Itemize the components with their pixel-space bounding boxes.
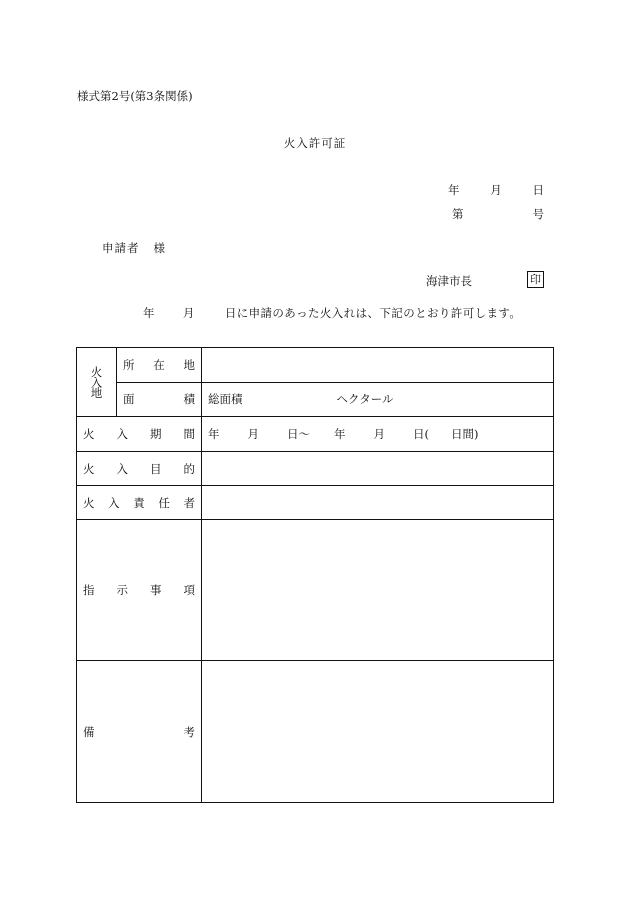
period-label — [77, 417, 201, 451]
label-char: 火 — [83, 427, 95, 441]
label-char: 目 — [150, 461, 162, 476]
label-char: 入 — [116, 427, 128, 441]
label-char: 事 — [150, 583, 162, 597]
label-char: 期 — [150, 427, 162, 441]
end-day: 日( — [413, 427, 429, 441]
end-year: 年 — [334, 427, 346, 441]
intro-year: 年 — [143, 306, 155, 320]
permit-number — [452, 206, 544, 222]
label-char: 指 — [83, 583, 95, 597]
label-char: 者 — [183, 495, 195, 510]
remarks-label — [77, 661, 201, 803]
label-char: 入 — [116, 461, 128, 476]
label-char: 的 — [183, 461, 195, 476]
start-day: 日〜 — [287, 427, 310, 441]
label-char: 積 — [183, 392, 195, 406]
fire-site-label: 火入地 — [89, 366, 104, 398]
number-prefix: 第 — [452, 207, 464, 221]
label-char: 所 — [123, 358, 135, 372]
label-char: 備 — [83, 725, 95, 739]
issuer-name: 海津市長 — [426, 274, 472, 288]
hectare-unit: ヘクタール — [336, 392, 394, 406]
label-char: 入 — [108, 495, 120, 510]
label-char: 項 — [183, 583, 195, 597]
location-field[interactable] — [202, 348, 554, 382]
remarks-field[interactable] — [202, 661, 554, 803]
number-suffix: 号 — [532, 207, 544, 221]
label-char: 面 — [123, 392, 135, 406]
intro-text: 日に申請のあった火入れは、下記のとおり許可します。 — [224, 306, 522, 320]
label-char: 火 — [83, 495, 95, 510]
start-year: 年 — [208, 427, 220, 441]
applicant-line — [102, 240, 166, 256]
label-char: 示 — [116, 583, 128, 597]
label-char: 在 — [153, 358, 165, 372]
form-number: 様式第2号(第3条関係) — [77, 89, 193, 103]
issue-date — [448, 182, 544, 198]
permit-table — [76, 347, 554, 803]
location-label — [117, 348, 201, 382]
area-label — [117, 382, 201, 416]
date-year-label: 年 — [448, 183, 460, 197]
label-char: 地 — [183, 358, 195, 372]
manager-field[interactable] — [202, 486, 554, 519]
label-char: 間 — [183, 427, 195, 441]
applicant-label: 申請者 — [102, 241, 140, 255]
label-char: 考 — [183, 725, 195, 739]
end-month: 月 — [373, 427, 385, 441]
period-days: 日間) — [451, 427, 479, 441]
instructions-field[interactable] — [202, 520, 554, 660]
label-char: 任 — [158, 495, 170, 510]
applicant-honorific: 様 — [153, 241, 166, 255]
period-field[interactable] — [202, 417, 554, 451]
purpose-label — [77, 452, 201, 485]
label-char: 火 — [83, 461, 95, 476]
manager-label — [77, 486, 201, 519]
document-title: 火入許可証 — [283, 136, 347, 150]
area-field[interactable] — [202, 382, 554, 416]
intro-month: 月 — [182, 306, 195, 320]
purpose-field[interactable] — [202, 452, 554, 485]
start-month: 月 — [247, 427, 259, 441]
total-area-label: 総面積 — [208, 392, 243, 406]
instructions-label — [77, 520, 201, 660]
label-char: 責 — [133, 495, 145, 510]
date-day-label: 日 — [532, 183, 544, 197]
seal-stamp: 印 — [527, 271, 544, 288]
date-month-label: 月 — [490, 183, 502, 197]
intro-sentence — [143, 305, 521, 321]
